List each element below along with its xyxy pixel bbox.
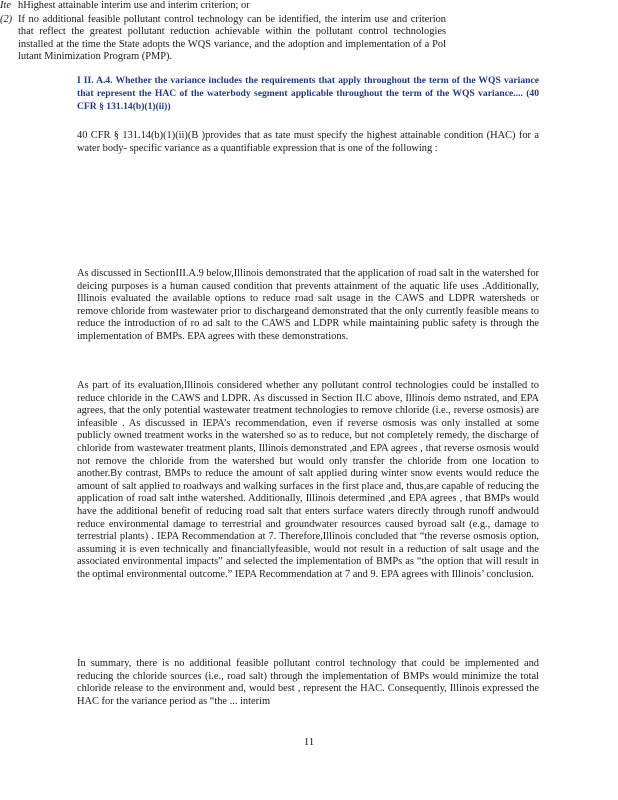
hac-options-list (0, 0, 446, 64)
list-item (0, 14, 446, 64)
body-paragraph: In summary, there is no additional feasible pollutant control technology that could be implemented and reducing the chloride sources (i.e., road salt) through the implementation of BMPs would minimize the total chloride release to the environment and, would best , represent the HAC. Consequently, Illinois expressed the HAC for the variance period as “the ... interim (77, 658, 539, 707)
list-item-text: hHighest attainable interim use and interim criterion; or (18, 0, 250, 11)
intro-paragraph: 40 CFR § 131.14(b)(1)(ii)(B )provides that as tate must specify the highest attainable condition (HAC) for a water body- specific variance as a quantifiable expression that is one of the following : (77, 130, 539, 154)
list-item (0, 0, 446, 13)
section-heading: I II. A.4. Whether the variance includes the requirements that apply throughout the term of the WQS variance that represent the HAC of the waterbody segment applicable throughout the term of the WQS variance.... (40 CFR § 131.14(b)(1)(ii)) (77, 75, 539, 112)
list-item-text: If no additional feasible pollutant control technology can be identified, the interim use and criterion that reflect the greatest pollutant reduction achievable within the pollutant control technologies installed at the time the State adopts the WQS variance, and the adoption and implementation of a Pol lutant Minimization Program (PMP). (18, 13, 446, 63)
page-number: 11 (303, 736, 315, 748)
list-marker: Ite (0, 0, 11, 11)
list-marker: (2) (0, 13, 13, 25)
body-paragraph: As part of its evaluation,Illinois considered whether any pollutant control technologies could be installed to reduce chloride in the CAWS and LDPR. As discussed in Section II.C above, Illinois demo nstrated, and EPA agrees, that the only potential wastewater treatment technologies to remove chloride (i.e., reverse osmosis) are infeasible . As discussed in IEPA’s recommendation, even if reverse osmosis was only installed at some publicly owned treatment works in the watershed so as to reduce, but not completely remedy, the discharge of chloride from wastewater treatment plants, Illinois demonstrated ,and EPA agrees , that reverse osmosis would not remove the chloride from the watershed but would only transfer the chloride from one location to another.By contrast, BMPs to reduce the amount of salt applied during winter snow events would reduce the amount of salt applied to roadways and walking surfaces in the first place and, thus,are capable of reducing the application of road salt inthe watershed. Additionally, Illinois determined ,and EPA agrees , that BMPs would have the additional benefit of reducing road salt that enters surface waters directly through runoff andwould reduce environmental damage to terrestrial and groundwater resources caused byroad salt (e.g., damage to terrestrial plants) . IEPA Recommendation at 7. Therefore,Illinois concluded that “the reverse osmosis option, assuming it is even technically and financiallyfeasible, would not result in a reduction of salt usage and the associated environmental impacts” and selected the implementation of BMPs as “the option that will result in the optimal environmental outcome.” IEPA Recommendation at 7 and 9. EPA agrees with Illinois’ conclusion. (77, 380, 539, 580)
body-paragraph: As discussed in SectionIII.A.9 below,Illinois demonstrated that the application of road salt in the watershed for deicing purposes is a human caused condition that prevents attainment of the aquatic life uses .Additionally, Illinois evaluated the available options to reduce road salt usage in the CAWS and LDPR watersheds or remove chloride from wastewater prior to dischargeand demonstrated that the only currently feasible means to reduce the introduction of ro ad salt to the CAWS and LDPR while maintaining public safety is through the implementation of BMPs. EPA agrees with these demonstrations. (77, 268, 539, 342)
